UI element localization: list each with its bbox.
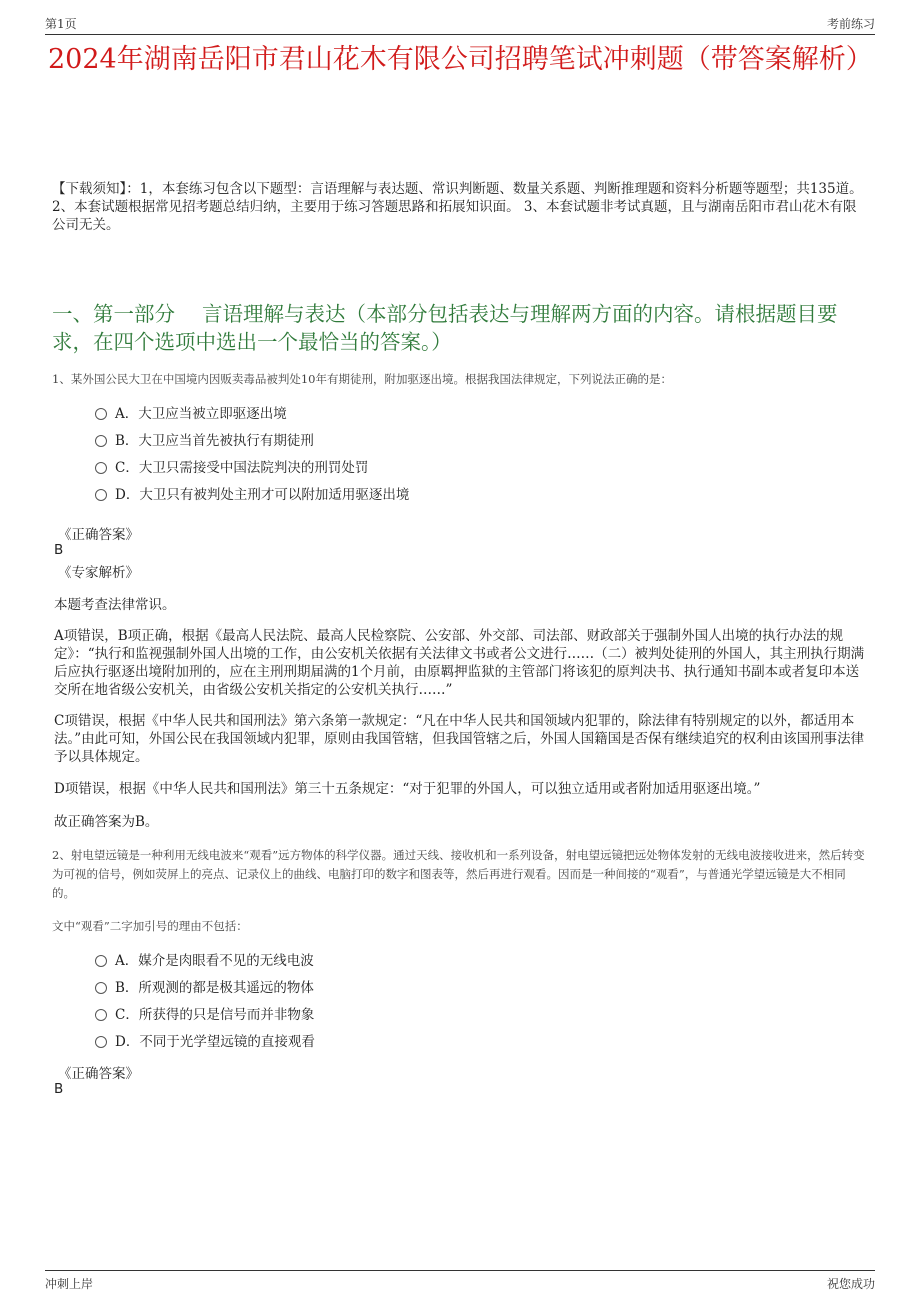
question-1-answer-label: 《正确答案》: [58, 527, 139, 543]
question-1-analysis-label: 《专家解析》: [58, 565, 139, 581]
document-title: 2024年湖南岳阳市君山花木有限公司招聘笔试冲刺题（带答案解析）: [48, 44, 873, 75]
radio-icon[interactable]: [95, 489, 107, 501]
radio-icon[interactable]: [95, 462, 107, 474]
option-label: A．媒介是肉眼看不见的无线电波: [115, 953, 314, 969]
question-1-option-c[interactable]: [95, 459, 368, 477]
radio-icon[interactable]: [95, 1036, 107, 1048]
download-notice: 【下载须知】：1，本套练习包含以下题型：言语理解与表达题、常识判断题、数量关系题、判断推理题和资料分析题等题型；共135道。 2、本套试题根据常见招考题总结归纳，主要用于练习答题思路和拓展知识面。 3、本套试题非考试真题，且与湖南岳阳市君山花木有限公司无关。: [52, 181, 863, 233]
question-2-option-b[interactable]: [95, 979, 314, 997]
analysis-paragraph: 本题考查法律常识。: [54, 597, 176, 613]
footer-left: 冲刺上岸: [45, 1277, 94, 1291]
question-1-answer: B: [54, 542, 64, 558]
option-label: B．大卫应当首先被执行有期徒刑: [115, 433, 314, 449]
option-label: C．大卫只需接受中国法院判决的刑罚处罚: [115, 460, 369, 476]
analysis-paragraph: D项错误，根据《中华人民共和国刑法》第三十五条规定：“对于犯罪的外国人，可以独立适用或者附加适用驱逐出境。”: [54, 781, 761, 797]
question-2-answer-label: 《正确答案》: [58, 1066, 139, 1082]
radio-icon[interactable]: [95, 982, 107, 994]
question-1-text: 1、某外国公民大卫在中国境内因贩卖毒品被判处10年有期徒刑，附加驱逐出境。根据我国法律规定，下列说法正确的是：: [52, 372, 672, 386]
question-2-option-c[interactable]: [95, 1006, 314, 1024]
radio-icon[interactable]: [95, 435, 107, 447]
page-number: 第1页: [45, 17, 77, 31]
section-title: 一、第一部分 言语理解与表达（本部分包括表达与理解两方面的内容。请根据题目要求，在四个选项中选出一个最恰当的答案。）: [52, 302, 838, 354]
analysis-conclusion: 故正确答案为B。: [54, 814, 159, 830]
page-footer: [45, 1270, 875, 1293]
option-label: B．所观测的都是极其遥远的物体: [115, 980, 314, 996]
analysis-paragraph: C项错误，根据《中华人民共和国刑法》第六条第一款规定：“凡在中华人民共和国领域内犯罪的，除法律有特别规定的以外，都适用本法。”由此可知，外国公民在我国领域内犯罪，原则由我国管辖，但我国管辖之后，外国人国籍国是否保有继续追究的权利由该国刑事法律予以具体规定。: [54, 713, 865, 765]
header-label: 考前练习: [826, 17, 875, 31]
option-label: D．大卫只有被判处主刑才可以附加适用驱逐出境: [115, 487, 410, 503]
question-1-option-d[interactable]: [95, 486, 409, 504]
option-label: D．不同于光学望远镜的直接观看: [115, 1034, 315, 1050]
question-2-answer: B: [54, 1081, 64, 1097]
radio-icon[interactable]: [95, 408, 107, 420]
page-header: [45, 12, 875, 35]
option-label: C．所获得的只是信号而并非物象: [115, 1007, 315, 1023]
footer-right: 祝您成功: [826, 1277, 875, 1291]
question-2-subtext: 文中“观看”二字加引号的理由不包括：: [52, 919, 248, 933]
radio-icon[interactable]: [95, 955, 107, 967]
question-2-option-a[interactable]: [95, 952, 314, 970]
question-1-option-a[interactable]: [95, 405, 287, 423]
question-2-text: 2、射电望远镜是一种利用无线电波来“观看”远方物体的科学仪器。通过天线、接收机和一系列设备，射电望远镜把远处物体发射的无线电波接收进来，然后转变为可视的信号，例如荧屏上的亮点、记录仪上的曲线、电脑打印的数字和图表等，然后再进行观看。因而是一种间接的“观看”，与普通光学望远镜是大不相同的。: [52, 848, 865, 900]
question-1-option-b[interactable]: [95, 432, 314, 450]
option-label: A．大卫应当被立即驱逐出境: [115, 406, 287, 422]
analysis-paragraph: A项错误，B项正确，根据《最高人民法院、最高人民检察院、公安部、外交部、司法部、财政部关于强制外国人出境的执行办法的规定》：“执行和监视强制外国人出境的工作，由公安机关依据有关法律文书或者公文进行……（二）被判处徒刑的外国人，其主刑执行期满后应执行驱逐出境附加刑的，应在主刑刑期届满的1个月前，由原羁押监狱的主管部门将该犯的原判决书、执行通知书副本或者复印本送交所在地省级公安机关，由省级公安机关指定的公安机关执行……”: [54, 628, 865, 698]
question-2-option-d[interactable]: [95, 1033, 315, 1051]
radio-icon[interactable]: [95, 1009, 107, 1021]
